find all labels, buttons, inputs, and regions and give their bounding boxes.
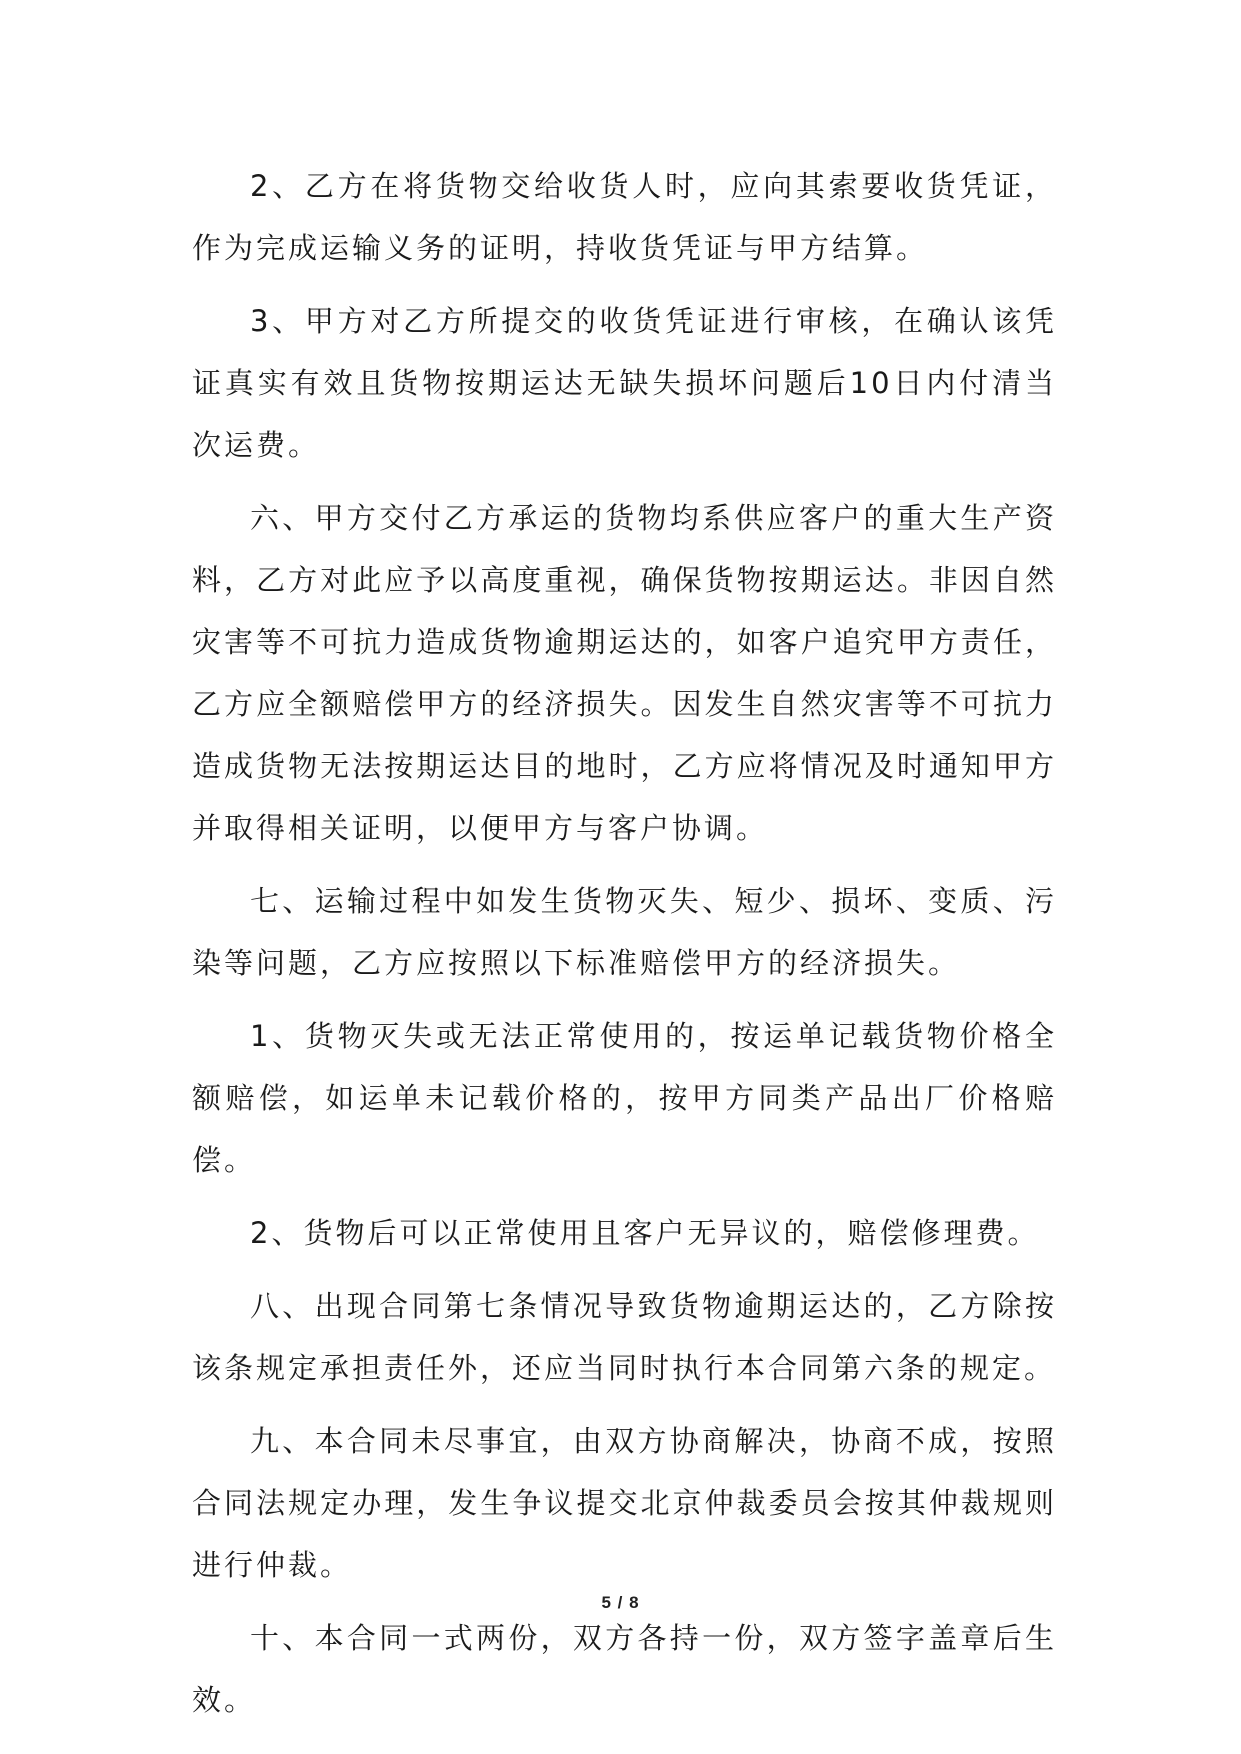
page-number: 5 / 8 (601, 1593, 640, 1612)
paragraph-loss-compensation: 1、货物灭失或无法正常使用的，按运单记载货物价格全额赔偿，如运单未记载价格的，按甲方同类产品出厂价格赔偿。 (192, 1019, 1057, 1177)
paragraph-clause-eight: 八、出现合同第七条情况导致货物逾期运达的，乙方除按该条规定承担责任外，还应当同时执行本合同第六条的规定。 (192, 1289, 1057, 1385)
paragraph-receipt-review: 3、甲方对乙方所提交的收货凭证进行审核，在确认该凭证真实有效且货物按期运达无缺失损坏问题后10日内付清当次运费。 (192, 304, 1057, 462)
paragraph-clause-seven: 七、运输过程中如发生货物灭失、短少、损坏、变质、污染等问题，乙方应按照以下标准赔偿甲方的经济损失。 (192, 884, 1057, 980)
paragraph-repair-compensation: 2、货物后可以正常使用且客户无异议的，赔偿修理费。 (250, 1216, 1040, 1250)
paragraph-payment-receipt: 2、乙方在将货物交给收货人时，应向其索要收货凭证，作为完成运输义务的证明，持收货凭证与甲方结算。 (192, 169, 1057, 265)
document-body (192, 155, 1057, 1742)
paragraph-clause-six: 六、甲方交付乙方承运的货物均系供应客户的重大生产资料，乙方对此应予以高度重视，确保货物按期运达。非因自然灾害等不可抗力造成货物逾期运达的，如客户追究甲方责任，乙方应全额赔偿甲方的经济损失。因发生自然灾害等不可抗力造成货物无法按期运达目的地时，乙方应将情况及时通知甲方并取得相关证明，以便甲方与客户协调。 (192, 501, 1057, 845)
paragraph-clause-nine: 九、本合同未尽事宜，由双方协商解决，协商不成，按照合同法规定办理，发生争议提交北京仲裁委员会按其仲裁规则进行仲裁。 (192, 1424, 1057, 1582)
paragraph-clause-ten: 十、本合同一式两份，双方各持一份，双方签字盖章后生效。 (192, 1621, 1057, 1717)
